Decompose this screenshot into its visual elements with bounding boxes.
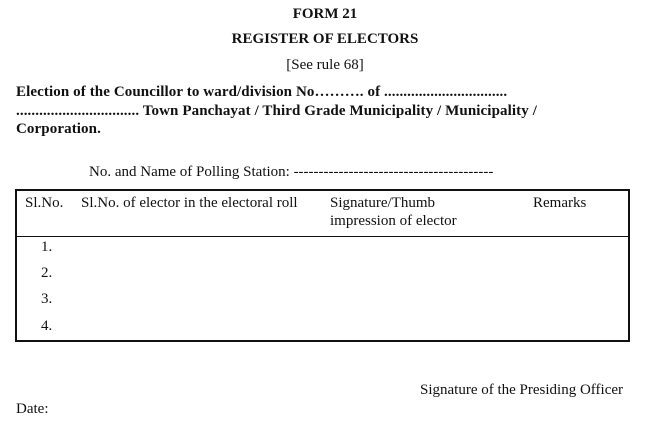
form-title: REGISTER OF ELECTORS <box>231 31 419 47</box>
header-signature-thumb: Signature/Thumb impression of elector <box>330 195 457 229</box>
rule-reference: [See rule 68] <box>286 57 364 73</box>
polling-station-line: No. and Name of Polling Station: ---------------------------------------- <box>89 164 494 180</box>
presiding-officer-signature: Signature of the Presiding Officer <box>420 382 624 398</box>
electors-table <box>15 189 630 342</box>
header-sl-no: Sl.No. <box>25 195 64 211</box>
form-number: FORM 21 <box>292 6 358 22</box>
table-header <box>17 191 628 237</box>
table-row-number: 4. <box>41 318 53 334</box>
election-line-1: Election of the Councillor to ward/division No………. of ................................ <box>16 84 508 100</box>
election-line-2: ................................ Town Panchayat / Third Grade Municipality / Municipality / <box>16 102 537 119</box>
date-label: Date: <box>16 401 49 417</box>
table-row-number: 1. <box>41 239 53 255</box>
header-remarks: Remarks <box>533 195 587 211</box>
header-electoral-roll-no: Sl.No. of elector in the electoral roll <box>81 195 298 211</box>
table-row-number: 2. <box>41 265 53 281</box>
table-row-number: 3. <box>41 291 53 307</box>
election-description <box>16 83 636 139</box>
election-line-3: Corporation. <box>16 121 101 137</box>
